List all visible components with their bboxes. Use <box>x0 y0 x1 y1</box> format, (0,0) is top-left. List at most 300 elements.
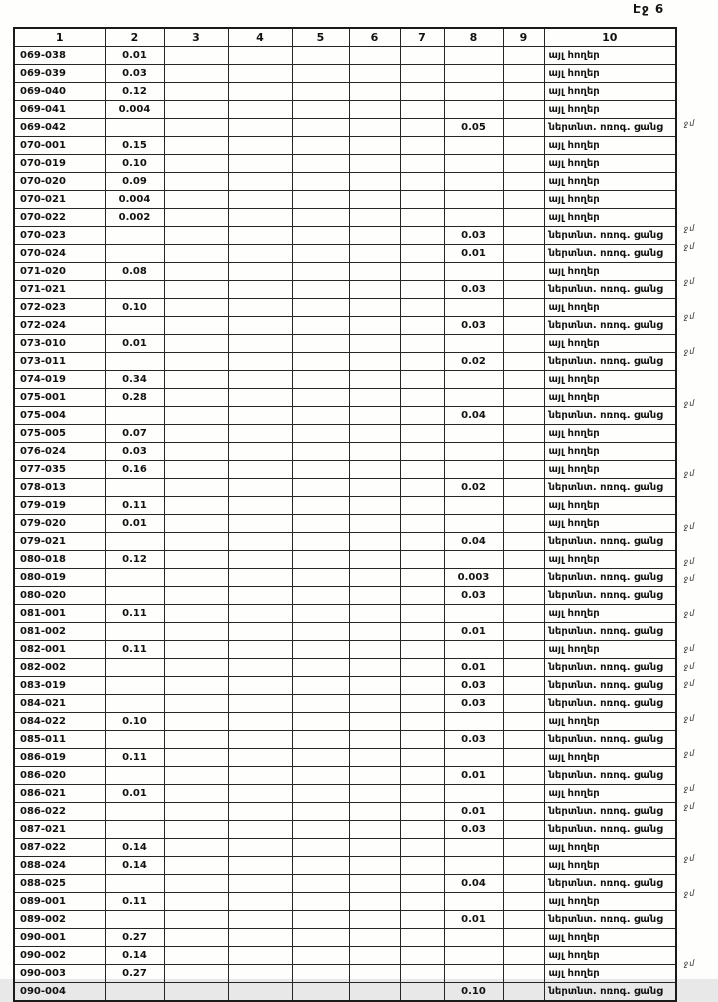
cell-col4 <box>228 442 292 460</box>
cell-col3 <box>164 532 228 550</box>
cell-col9 <box>503 820 544 838</box>
cell-col10: այլ հողեր <box>544 82 676 100</box>
cell-col5 <box>292 442 349 460</box>
parcel-code-cell: 070-020 <box>14 172 105 190</box>
cell-col3 <box>164 514 228 532</box>
margin-annotation: ջմ <box>683 398 696 409</box>
cell-col7 <box>400 352 444 370</box>
cell-col10: ներտնտ. ոռոգ. ցանց <box>544 406 676 424</box>
cell-col10: ներտնտ. ոռոգ. ցանց <box>544 316 676 334</box>
cell-col4 <box>228 910 292 928</box>
cell-col10: ներտնտ. ոռոգ. ցանց <box>544 910 676 928</box>
cell-col3 <box>164 136 228 154</box>
page-number-label: Էջ 6 <box>633 2 665 16</box>
cell-col2: 0.27 <box>105 928 164 946</box>
cell-col9 <box>503 298 544 316</box>
header-col-1: 1 <box>14 28 105 46</box>
cell-col9 <box>503 748 544 766</box>
cell-col8: 0.03 <box>444 226 503 244</box>
cell-col9 <box>503 550 544 568</box>
cell-col7 <box>400 676 444 694</box>
cell-col2: 0.14 <box>105 946 164 964</box>
cell-col2: 0.12 <box>105 550 164 568</box>
cell-col4 <box>228 460 292 478</box>
table-row <box>14 244 676 262</box>
cell-col2: 0.14 <box>105 856 164 874</box>
cell-col5 <box>292 982 349 1001</box>
parcel-code-cell: 074-019 <box>14 370 105 388</box>
cell-col9 <box>503 982 544 1001</box>
cell-col2 <box>105 586 164 604</box>
cell-col9 <box>503 316 544 334</box>
cell-col7 <box>400 334 444 352</box>
cell-col10: ներտնտ. ոռոգ. ցանց <box>544 766 676 784</box>
cell-col10: այլ հողեր <box>544 514 676 532</box>
margin-annotation: ջմ <box>683 468 696 479</box>
cell-col5 <box>292 280 349 298</box>
cell-col8 <box>444 136 503 154</box>
cell-col6 <box>349 316 400 334</box>
cell-col2: 0.08 <box>105 262 164 280</box>
cell-col9 <box>503 622 544 640</box>
cell-col6 <box>349 46 400 64</box>
cell-col8 <box>444 712 503 730</box>
cell-col4 <box>228 388 292 406</box>
cell-col3 <box>164 280 228 298</box>
cell-col7 <box>400 748 444 766</box>
cell-col10: այլ հողեր <box>544 442 676 460</box>
cell-col6 <box>349 856 400 874</box>
cell-col3 <box>164 802 228 820</box>
cell-col5 <box>292 856 349 874</box>
cell-col6 <box>349 658 400 676</box>
parcel-code-cell: 070-001 <box>14 136 105 154</box>
cell-col3 <box>164 604 228 622</box>
cell-col5 <box>292 964 349 982</box>
cell-col8: 0.02 <box>444 352 503 370</box>
parcel-code-cell: 087-021 <box>14 820 105 838</box>
cell-col5 <box>292 820 349 838</box>
cell-col7 <box>400 280 444 298</box>
cell-col4 <box>228 676 292 694</box>
cell-col3 <box>164 298 228 316</box>
cell-col6 <box>349 640 400 658</box>
cell-col10: այլ հողեր <box>544 946 676 964</box>
cell-col4 <box>228 226 292 244</box>
cell-col3 <box>164 676 228 694</box>
cell-col5 <box>292 514 349 532</box>
margin-annotation: ջմ <box>683 888 696 899</box>
cell-col5 <box>292 604 349 622</box>
table-row <box>14 568 676 586</box>
cell-col5 <box>292 460 349 478</box>
cell-col10: այլ հողեր <box>544 712 676 730</box>
table-row <box>14 928 676 946</box>
cell-col4 <box>228 784 292 802</box>
margin-annotation: ջմ <box>683 241 696 251</box>
cell-col10: այլ հողեր <box>544 550 676 568</box>
cell-col2: 0.01 <box>105 514 164 532</box>
cell-col3 <box>164 424 228 442</box>
header-col-2: 2 <box>105 28 164 46</box>
cell-col8: 0.03 <box>444 730 503 748</box>
cell-col6 <box>349 622 400 640</box>
cell-col7 <box>400 568 444 586</box>
cell-col3 <box>164 316 228 334</box>
cell-col4 <box>228 316 292 334</box>
cell-col2: 0.002 <box>105 208 164 226</box>
cell-col5 <box>292 496 349 514</box>
cell-col10: այլ հողեր <box>544 154 676 172</box>
cell-col5 <box>292 316 349 334</box>
cell-col8: 0.01 <box>444 658 503 676</box>
parcel-code-cell: 090-002 <box>14 946 105 964</box>
cell-col9 <box>503 388 544 406</box>
table-row <box>14 136 676 154</box>
cell-col8: 0.04 <box>444 874 503 892</box>
parcel-code-cell: 071-020 <box>14 262 105 280</box>
cell-col4 <box>228 874 292 892</box>
parcel-code-cell: 090-004 <box>14 982 105 1001</box>
cell-col8: 0.03 <box>444 586 503 604</box>
cell-col3 <box>164 208 228 226</box>
cell-col9 <box>503 46 544 64</box>
cell-col5 <box>292 334 349 352</box>
cell-col4 <box>228 244 292 262</box>
header-col-9: 9 <box>503 28 544 46</box>
parcel-code-cell: 089-001 <box>14 892 105 910</box>
cell-col8 <box>444 928 503 946</box>
cell-col4 <box>228 640 292 658</box>
cell-col7 <box>400 622 444 640</box>
cell-col7 <box>400 118 444 136</box>
cell-col9 <box>503 892 544 910</box>
cell-col4 <box>228 208 292 226</box>
cell-col5 <box>292 928 349 946</box>
header-col-3: 3 <box>164 28 228 46</box>
cell-col9 <box>503 838 544 856</box>
cell-col5 <box>292 766 349 784</box>
cell-col5 <box>292 532 349 550</box>
cell-col7 <box>400 820 444 838</box>
cell-col6 <box>349 280 400 298</box>
cell-col5 <box>292 874 349 892</box>
table-row <box>14 352 676 370</box>
cell-col4 <box>228 838 292 856</box>
parcel-code-cell: 079-021 <box>14 532 105 550</box>
cell-col9 <box>503 442 544 460</box>
parcel-code-cell: 081-002 <box>14 622 105 640</box>
table-row <box>14 46 676 64</box>
cell-col3 <box>164 784 228 802</box>
margin-annotation: ջմ <box>683 713 696 724</box>
cell-col5 <box>292 694 349 712</box>
cell-col10: այլ հողեր <box>544 172 676 190</box>
cell-col2 <box>105 730 164 748</box>
cell-col3 <box>164 496 228 514</box>
cell-col2: 0.15 <box>105 136 164 154</box>
cell-col9 <box>503 676 544 694</box>
cell-col5 <box>292 352 349 370</box>
table-row <box>14 154 676 172</box>
margin-annotation: ջմ <box>683 276 696 286</box>
cell-col7 <box>400 244 444 262</box>
cell-col10: ներտնտ. ոռոգ. ցանց <box>544 874 676 892</box>
cell-col7 <box>400 712 444 730</box>
parcel-code-cell: 090-001 <box>14 928 105 946</box>
table-row <box>14 766 676 784</box>
cell-col8 <box>444 100 503 118</box>
cell-col8 <box>444 298 503 316</box>
cell-col4 <box>228 406 292 424</box>
cell-col6 <box>349 334 400 352</box>
cell-col7 <box>400 694 444 712</box>
parcel-code-cell: 080-020 <box>14 586 105 604</box>
cell-col7 <box>400 658 444 676</box>
cell-col8: 0.02 <box>444 478 503 496</box>
cell-col6 <box>349 460 400 478</box>
cell-col2: 0.01 <box>105 784 164 802</box>
cell-col6 <box>349 550 400 568</box>
cell-col8 <box>444 784 503 802</box>
cell-col10: այլ հողեր <box>544 208 676 226</box>
cell-col6 <box>349 766 400 784</box>
cell-col7 <box>400 82 444 100</box>
cell-col10: այլ հողեր <box>544 604 676 622</box>
cell-col2 <box>105 478 164 496</box>
cell-col3 <box>164 946 228 964</box>
cell-col7 <box>400 370 444 388</box>
cell-col5 <box>292 784 349 802</box>
cell-col3 <box>164 388 228 406</box>
cell-col6 <box>349 694 400 712</box>
cell-col10: ներտնտ. ոռոգ. ցանց <box>544 694 676 712</box>
cell-col2: 0.28 <box>105 388 164 406</box>
cell-col3 <box>164 694 228 712</box>
table-row <box>14 388 676 406</box>
cell-col8 <box>444 262 503 280</box>
table-row <box>14 208 676 226</box>
margin-annotation: ջմ <box>683 748 696 759</box>
parcel-code-cell: 086-020 <box>14 766 105 784</box>
cell-col10: ներտնտ. ոռոգ. ցանց <box>544 478 676 496</box>
cell-col2: 0.11 <box>105 640 164 658</box>
cell-col5 <box>292 172 349 190</box>
cell-col7 <box>400 478 444 496</box>
cell-col7 <box>400 262 444 280</box>
cell-col4 <box>228 172 292 190</box>
cell-col2: 0.03 <box>105 64 164 82</box>
cell-col7 <box>400 442 444 460</box>
cell-col2: 0.09 <box>105 172 164 190</box>
cell-col7 <box>400 172 444 190</box>
cell-col4 <box>228 280 292 298</box>
cell-col8 <box>444 748 503 766</box>
parcel-code-cell: 089-002 <box>14 910 105 928</box>
cell-col3 <box>164 442 228 460</box>
parcel-code-cell: 070-022 <box>14 208 105 226</box>
cell-col4 <box>228 514 292 532</box>
parcel-code-cell: 080-019 <box>14 568 105 586</box>
cell-col5 <box>292 370 349 388</box>
cell-col6 <box>349 100 400 118</box>
cell-col6 <box>349 64 400 82</box>
header-row <box>14 28 676 46</box>
cell-col3 <box>164 172 228 190</box>
cell-col8 <box>444 892 503 910</box>
margin-annotation: ջմ <box>683 311 696 321</box>
cell-col3 <box>164 460 228 478</box>
parcel-code-cell: 086-019 <box>14 748 105 766</box>
cell-col10: այլ հողեր <box>544 964 676 982</box>
cell-col7 <box>400 946 444 964</box>
cell-col3 <box>164 568 228 586</box>
parcel-code-cell: 088-025 <box>14 874 105 892</box>
cell-col5 <box>292 910 349 928</box>
parcel-code-cell: 070-019 <box>14 154 105 172</box>
cell-col9 <box>503 352 544 370</box>
table-row <box>14 910 676 928</box>
cell-col9 <box>503 424 544 442</box>
cell-col9 <box>503 154 544 172</box>
cell-col2: 0.01 <box>105 334 164 352</box>
cell-col3 <box>164 118 228 136</box>
cell-col8 <box>444 208 503 226</box>
cell-col10: ներտնտ. ոռոգ. ցանց <box>544 820 676 838</box>
table-row <box>14 478 676 496</box>
margin-annotation: ջմ <box>683 643 696 654</box>
cell-col7 <box>400 208 444 226</box>
cell-col8 <box>444 460 503 478</box>
cell-col6 <box>349 442 400 460</box>
cell-col10: ներտնտ. ոռոգ. ցանց <box>544 730 676 748</box>
cell-col7 <box>400 766 444 784</box>
cell-col5 <box>292 748 349 766</box>
cell-col10: ներտնտ. ոռոգ. ցանց <box>544 244 676 262</box>
cell-col2 <box>105 910 164 928</box>
cell-col7 <box>400 604 444 622</box>
cell-col5 <box>292 586 349 604</box>
cell-col2 <box>105 622 164 640</box>
parcel-code-cell: 069-038 <box>14 46 105 64</box>
parcel-code-cell: 090-003 <box>14 964 105 982</box>
parcel-code-cell: 075-005 <box>14 424 105 442</box>
cell-col9 <box>503 208 544 226</box>
cell-col2 <box>105 226 164 244</box>
cell-col6 <box>349 496 400 514</box>
cell-col2 <box>105 874 164 892</box>
cell-col5 <box>292 406 349 424</box>
cell-col10: այլ հողեր <box>544 892 676 910</box>
cell-col3 <box>164 82 228 100</box>
cell-col3 <box>164 640 228 658</box>
cell-col7 <box>400 928 444 946</box>
cell-col9 <box>503 82 544 100</box>
table-row <box>14 460 676 478</box>
cell-col8 <box>444 604 503 622</box>
cell-col9 <box>503 280 544 298</box>
cell-col3 <box>164 586 228 604</box>
cell-col9 <box>503 334 544 352</box>
cell-col6 <box>349 874 400 892</box>
cell-col8 <box>444 370 503 388</box>
cell-col6 <box>349 892 400 910</box>
parcel-code-cell: 080-018 <box>14 550 105 568</box>
parcel-code-cell: 075-001 <box>14 388 105 406</box>
cell-col7 <box>400 838 444 856</box>
margin-annotation: ջմ <box>683 678 696 689</box>
cell-col9 <box>503 640 544 658</box>
cell-col4 <box>228 604 292 622</box>
parcel-code-cell: 069-042 <box>14 118 105 136</box>
table-row <box>14 370 676 388</box>
cell-col5 <box>292 154 349 172</box>
cell-col9 <box>503 244 544 262</box>
cell-col5 <box>292 244 349 262</box>
cell-col3 <box>164 910 228 928</box>
cell-col8: 0.03 <box>444 676 503 694</box>
table-row <box>14 676 676 694</box>
cell-col5 <box>292 100 349 118</box>
cell-col4 <box>228 748 292 766</box>
cell-col4 <box>228 928 292 946</box>
cell-col10: ներտնտ. ոռոգ. ցանց <box>544 568 676 586</box>
cell-col5 <box>292 676 349 694</box>
cell-col4 <box>228 694 292 712</box>
cell-col9 <box>503 460 544 478</box>
cell-col5 <box>292 136 349 154</box>
cell-col6 <box>349 964 400 982</box>
parcel-table <box>13 27 677 1002</box>
cell-col4 <box>228 532 292 550</box>
cell-col9 <box>503 856 544 874</box>
cell-col8: 0.05 <box>444 118 503 136</box>
cell-col3 <box>164 478 228 496</box>
cell-col9 <box>503 802 544 820</box>
cell-col10: ներտնտ. ոռոգ. ցանց <box>544 658 676 676</box>
cell-col9 <box>503 874 544 892</box>
parcel-code-cell: 079-019 <box>14 496 105 514</box>
cell-col3 <box>164 964 228 982</box>
cell-col4 <box>228 856 292 874</box>
parcel-code-cell: 084-021 <box>14 694 105 712</box>
parcel-code-cell: 071-021 <box>14 280 105 298</box>
cell-col3 <box>164 550 228 568</box>
cell-col7 <box>400 964 444 982</box>
table-row <box>14 802 676 820</box>
cell-col3 <box>164 406 228 424</box>
cell-col9 <box>503 262 544 280</box>
cell-col6 <box>349 172 400 190</box>
cell-col8 <box>444 190 503 208</box>
table-row <box>14 784 676 802</box>
cell-col6 <box>349 352 400 370</box>
cell-col2: 0.10 <box>105 712 164 730</box>
table-row <box>14 892 676 910</box>
cell-col6 <box>349 604 400 622</box>
cell-col9 <box>503 172 544 190</box>
margin-annotation: ջմ <box>683 346 696 356</box>
table-row <box>14 226 676 244</box>
cell-col6 <box>349 226 400 244</box>
table-row <box>14 280 676 298</box>
cell-col8 <box>444 388 503 406</box>
cell-col7 <box>400 532 444 550</box>
cell-col7 <box>400 514 444 532</box>
parcel-code-cell: 072-023 <box>14 298 105 316</box>
margin-annotation: ջմ <box>683 573 696 584</box>
cell-col2 <box>105 352 164 370</box>
